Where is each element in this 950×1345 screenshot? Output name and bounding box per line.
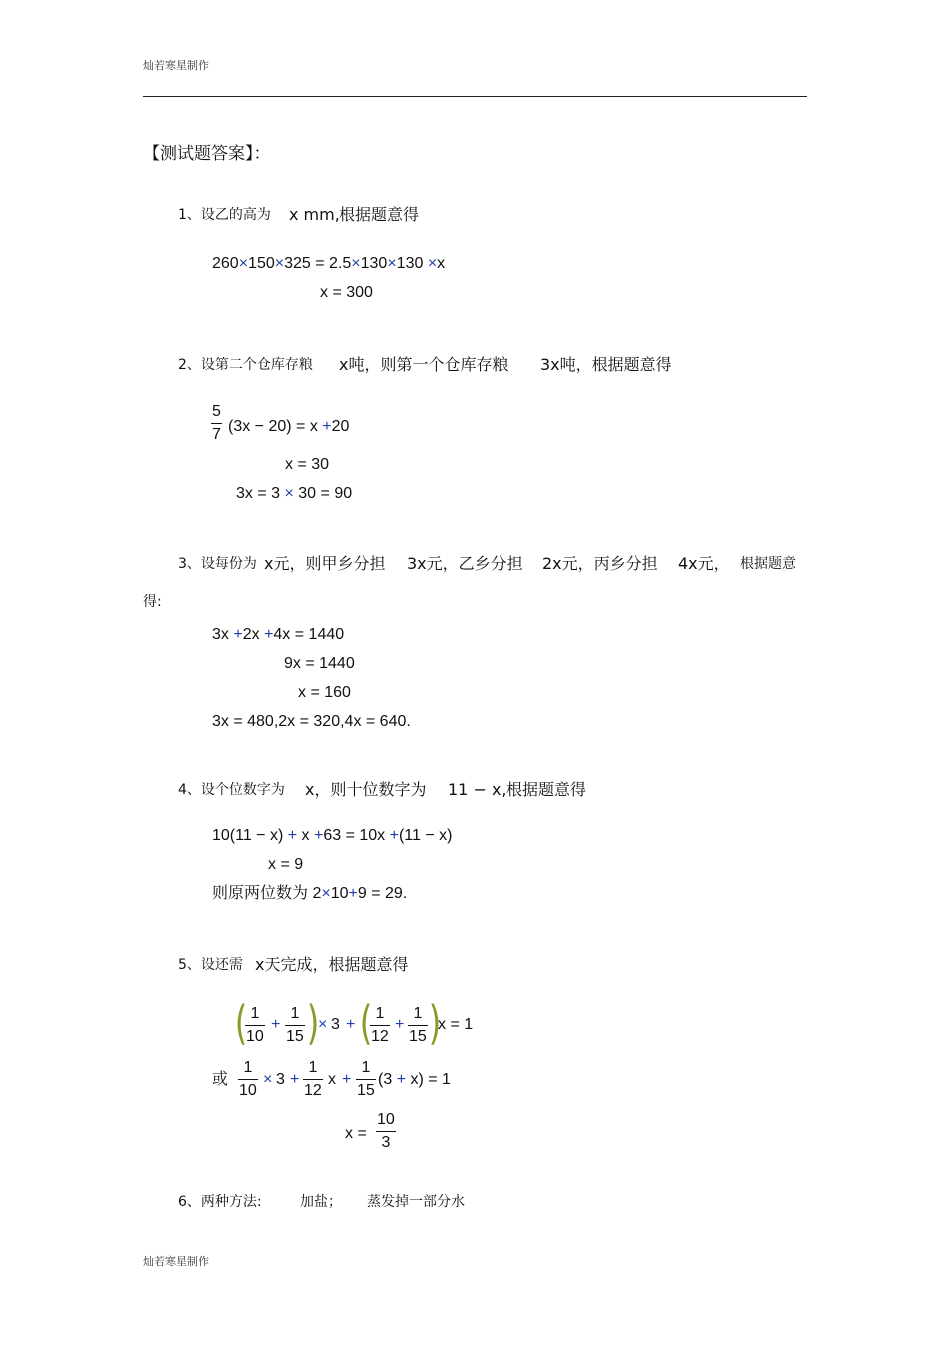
q3-text-2: 3x元，乙乡分担: [407, 554, 523, 573]
q2-text-1: x吨，则第一个仓库存粮: [339, 355, 509, 374]
q4-label: 4、设个位数字为: [178, 782, 285, 798]
q5-text-1: x天完成，根据题意得: [255, 955, 409, 974]
q5-times-1: ×: [318, 1016, 328, 1033]
q2-equation-1: (3x − 20) = x +20: [228, 418, 350, 435]
q2-equation-3: 3x = 3 × 30 = 90: [236, 485, 353, 502]
q5-times-2: ×: [263, 1071, 273, 1088]
header-divider: [143, 96, 807, 97]
q3-text-1: x元，则甲乡分担: [264, 554, 386, 573]
q5-x: x: [328, 1071, 336, 1088]
q5-equation-1-end: x = 1: [438, 1016, 474, 1033]
q4-text-3: 根据题意得: [506, 780, 587, 799]
q1-tail: 根据题意得: [339, 205, 420, 224]
q5-plus-3: +: [395, 1016, 405, 1033]
q6-method-1: 加盐；: [300, 1194, 342, 1210]
q5-fraction-6: $\frac{1}{12}$: [304, 1059, 322, 1099]
q3-equation-2: 9x = 1440: [284, 655, 355, 672]
q2-label: 2、设第二个仓库存粮: [178, 357, 313, 373]
q5-three-1: 3: [331, 1016, 340, 1033]
q5-three-2: 3: [276, 1071, 285, 1088]
q2-equation-2: x = 30: [285, 456, 330, 473]
q5-fraction-7: $\frac{1}{15}$: [357, 1059, 375, 1099]
q4-text-2: 11 − x,: [448, 780, 507, 799]
q5-right-paren-1: ): [306, 996, 320, 1050]
q5-left-paren-2: (: [359, 996, 373, 1050]
q3-text-5: 根据题意: [740, 556, 796, 572]
q6-method-2: 蒸发掉一部分水: [367, 1194, 465, 1210]
q3-equation-4: 3x = 480,2x = 320,4x = 640.: [212, 713, 411, 730]
q2-fraction: $\frac{5}{7}$: [212, 403, 221, 443]
q3-text-wrap: 得:: [143, 594, 162, 610]
q5-fraction-3: $\frac{1}{12}$: [371, 1005, 389, 1045]
q4-equation-1: 10(11 − x) + x +63 = 10x +(11 − x): [212, 827, 453, 844]
q5-fraction-5: $\frac{1}{10}$: [239, 1059, 257, 1099]
q5-result-x: x =: [345, 1125, 367, 1142]
q3-text-4: 4x元，: [678, 554, 730, 573]
q5-plus-5: +: [342, 1071, 352, 1088]
q5-or: 或: [212, 1069, 229, 1088]
q5-fraction-1: $\frac{1}{10}$: [246, 1005, 264, 1045]
q5-result-fraction: $\frac{10}{3}$: [377, 1111, 395, 1151]
q3-text-3: 2x元，丙乡分担: [542, 554, 658, 573]
q3-equation-1: 3x +2x +4x = 1440: [212, 626, 345, 643]
q5-plus-1: +: [271, 1016, 281, 1033]
q2-text-2: 3x吨，根据题意得: [540, 355, 672, 374]
q1-equation-2: x = 300: [320, 284, 373, 301]
q4-text-1: x，则十位数字为: [305, 780, 427, 799]
q1-var: x mm,: [289, 205, 340, 224]
header-text: 灿若寒星制作: [143, 59, 209, 72]
q5-label: 5、设还需: [178, 957, 243, 973]
q3-label: 3、设每份为: [178, 556, 257, 572]
q3-equation-3: x = 160: [298, 684, 351, 701]
q5-plus-2: +: [346, 1016, 356, 1033]
q4-equation-3: 则原两位数为 2×10+9 = 29.: [212, 885, 408, 902]
q5-plus-4: +: [290, 1071, 300, 1088]
q5-fraction-4: $\frac{1}{15}$: [409, 1005, 427, 1045]
q1-label: 1、设乙的高为: [178, 207, 271, 223]
q6-label: 6、两种方法:: [178, 1194, 262, 1210]
q5-equation-2-rest: (3 + x) = 1: [378, 1071, 451, 1088]
q4-equation-2: x = 9: [268, 856, 304, 873]
q5-left-paren-1: (: [234, 996, 248, 1050]
q1-equation-1: 260×150×325 = 2.5×130×130 ×x: [212, 255, 446, 272]
footer-text: 灿若寒星制作: [143, 1255, 209, 1268]
page-title: 【测试题答案】：: [143, 144, 271, 164]
q5-right-paren-2: ): [428, 996, 442, 1050]
q5-fraction-2: $\frac{1}{15}$: [286, 1005, 304, 1045]
